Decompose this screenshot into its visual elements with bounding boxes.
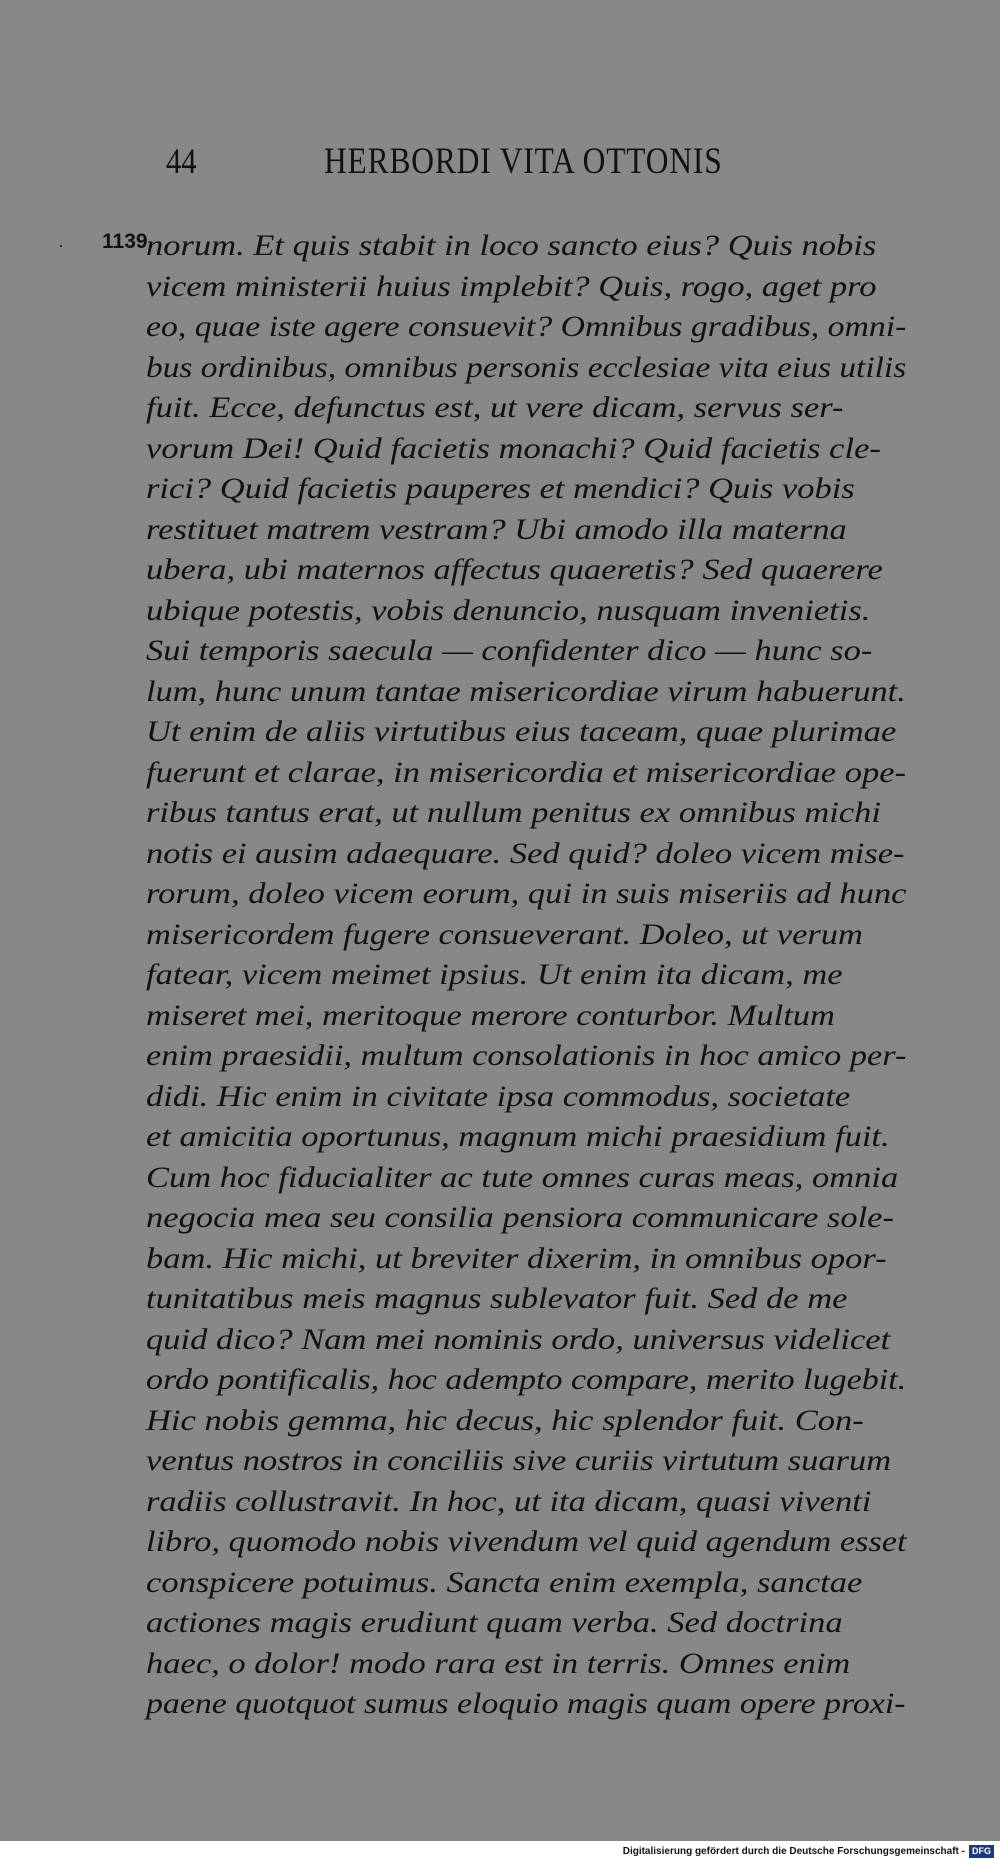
text-line: eo, quae iste agere consuevit? Omnibus gradibus, omni- bbox=[146, 310, 907, 343]
text-line: fuit. Ecce, defunctus est, ut vere dicam, servus ser- bbox=[146, 391, 844, 424]
text-line: tunitatibus meis magnus sublevator fuit. Sed de me bbox=[146, 1282, 848, 1315]
text-line: quid dico? Nam mei nominis ordo, universus videlicet bbox=[146, 1322, 891, 1356]
text-line: bam. Hic michi, ut breviter dixerim, in omnibus opor- bbox=[146, 1241, 887, 1275]
text-line: haec, o dolor! modo rara est in terris. Omnes enim bbox=[146, 1646, 851, 1680]
text-line: Hic nobis gemma, hic decus, hic splendor fuit. Con- bbox=[146, 1403, 864, 1437]
text-line: negocia mea seu consilia pensiora communicare sole- bbox=[146, 1201, 894, 1234]
text-line: enim praesidii, multum consolationis in hoc amico per- bbox=[146, 1039, 907, 1072]
text-line: ribus tantus erat, ut nullum penitus ex omnibus michi bbox=[146, 796, 882, 829]
text-line: vorum Dei! Quid facietis monachi? Quid facietis cle- bbox=[146, 431, 881, 465]
text-line: lum, hunc unum tantae misericordiae virum habuerunt. bbox=[146, 674, 906, 708]
text-line: rorum, doleo vicem eorum, qui in suis miseriis ad hunc bbox=[146, 877, 907, 910]
page-header bbox=[0, 140, 1000, 190]
text-line: bus ordinibus, omnibus personis ecclesiae vita eius utilis bbox=[146, 350, 907, 384]
running-title: HERBORDI VITA OTTONIS bbox=[324, 141, 723, 182]
footer-credit bbox=[623, 1843, 994, 1859]
text-line: vicem ministerii huius implebit? Quis, rogo, aget pro bbox=[146, 269, 877, 303]
text-line: notis ei ausim adaequare. Sed quid? doleo vicem mise- bbox=[146, 836, 905, 870]
text-line: fatear, vicem meimet ipsius. Ut enim ita dicam, me bbox=[146, 958, 843, 991]
text-line: libro, quomodo nobis vivendum vel quid agendum esset bbox=[146, 1525, 907, 1558]
text-line: Sui temporis saecula — confidenter dico — hunc so- bbox=[146, 634, 873, 667]
text-line: Cum hoc fiducialiter ac tute omnes curas meas, omnia bbox=[146, 1160, 899, 1194]
text-line: ubique potestis, vobis denuncio, nusquam invenietis. bbox=[146, 593, 871, 627]
margin-year: 1139. bbox=[102, 230, 154, 253]
text-line: actiones magis erudiunt quam verba. Sed doctrina bbox=[146, 1606, 843, 1639]
text-line: ventus nostros in conciliis sive curiis virtutum suarum bbox=[146, 1444, 892, 1477]
text-line: ubera, ubi maternos affectus quaeretis? Sed quaerere bbox=[146, 553, 883, 586]
text-line: conspicere potuimus. Sancta enim exempla, sanctae bbox=[146, 1565, 863, 1599]
page-number: 44 bbox=[166, 141, 197, 181]
text-line: radiis collustravit. In hoc, ut ita dicam, quasi viventi bbox=[146, 1484, 872, 1518]
margin-dot: · bbox=[58, 236, 64, 256]
text-line: paene quotquot sumus eloquio magis quam opere proxi- bbox=[146, 1687, 906, 1720]
text-line: ordo pontificalis, hoc adempto compare, merito lugebit. bbox=[146, 1363, 907, 1396]
text-line: rici? Quid facietis pauperes et mendici? Quis vobis bbox=[146, 472, 855, 505]
text-line: et amicitia oportunus, magnum michi praesidium fuit. bbox=[146, 1120, 890, 1153]
text-line: misericordem fugere consueverant. Doleo, ut verum bbox=[146, 917, 863, 951]
text-line: Ut enim de aliis virtutibus eius taceam, quae plurimae bbox=[146, 715, 897, 748]
text-line: miseret mei, meritoque merore conturbor. Multum bbox=[146, 998, 835, 1032]
text-line: didi. Hic enim in civitate ipsa commodus, societate bbox=[146, 1079, 851, 1113]
text-line: norum. Et quis stabit in loco sancto eius? Quis nobis bbox=[146, 229, 877, 262]
text-line: restituet matrem vestram? Ubi amodo illa materna bbox=[146, 512, 847, 546]
footer-credit-text: Digitalisierung gefördert durch die Deutsche Forschungsgemeinschaft - bbox=[622, 1845, 965, 1857]
dfg-logo: DFG bbox=[969, 1845, 994, 1858]
body-text bbox=[146, 226, 906, 1725]
text-line: fuerunt et clarae, in misericordia et misericordiae ope- bbox=[146, 755, 906, 789]
